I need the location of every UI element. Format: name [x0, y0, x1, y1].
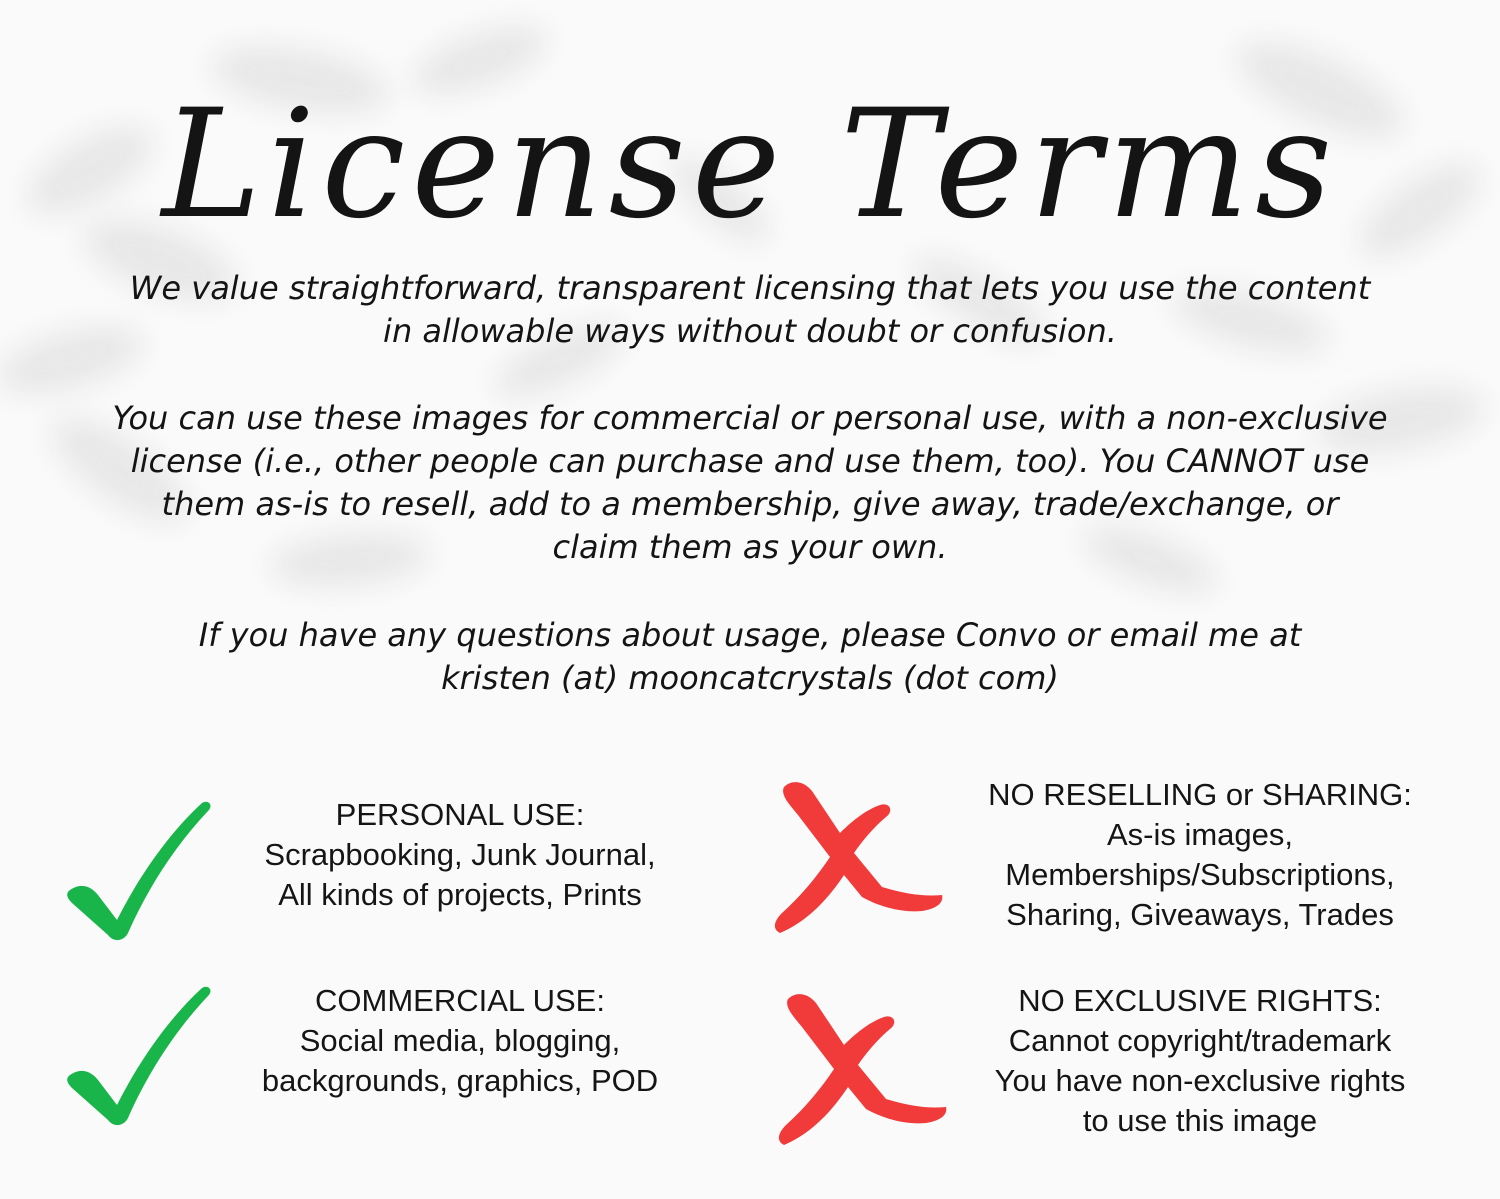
page-title: License Terms: [161, 78, 1339, 252]
term-heading: PERSONAL USE:: [335, 797, 585, 832]
term-line: Scrapbooking, Junk Journal,: [264, 837, 656, 872]
term-line: As-is images,: [1106, 817, 1294, 852]
term-no-reselling: [960, 775, 1440, 935]
term-line: to use this image: [1082, 1103, 1318, 1138]
checkmark-icon: [62, 795, 212, 945]
usage-paragraph: You can use these images for commercial or personal use, with a non-exclusive license (i.e., other people can purchase and use them, too). You CANNOT use them as-is to resell, add to a membership, give away, trade/exchange, or claim them as your own.: [112, 399, 1388, 566]
term-line: Sharing, Giveaways, Trades: [1006, 897, 1394, 932]
term-line: All kinds of projects, Prints: [278, 877, 642, 912]
term-line: backgrounds, graphics, POD: [261, 1063, 659, 1098]
term-line: Cannot copyright/trademark: [1008, 1023, 1392, 1058]
intro-paragraph: We value straightforward, transparent licensing that lets you use the content in allowable ways without doubt or confusion.: [129, 269, 1371, 350]
term-heading: NO RESELLING or SHARING:: [988, 777, 1412, 812]
term-heading: NO EXCLUSIVE RIGHTS:: [1018, 983, 1382, 1018]
cross-icon: [766, 987, 951, 1147]
checkmark-icon: [62, 980, 212, 1130]
term-no-exclusive-rights: [960, 981, 1440, 1141]
term-heading: COMMERCIAL USE:: [315, 983, 605, 1018]
term-line: Social media, blogging,: [299, 1023, 621, 1058]
contact-paragraph: If you have any questions about usage, please Convo or email me at kristen (at) mooncatcrystals (dot com): [198, 616, 1302, 697]
cross-icon: [762, 775, 947, 935]
term-personal-use: [230, 795, 690, 915]
term-line: You have non-exclusive rights: [994, 1063, 1406, 1098]
term-commercial-use: [230, 981, 690, 1101]
term-line: Memberships/Subscriptions,: [1005, 857, 1395, 892]
